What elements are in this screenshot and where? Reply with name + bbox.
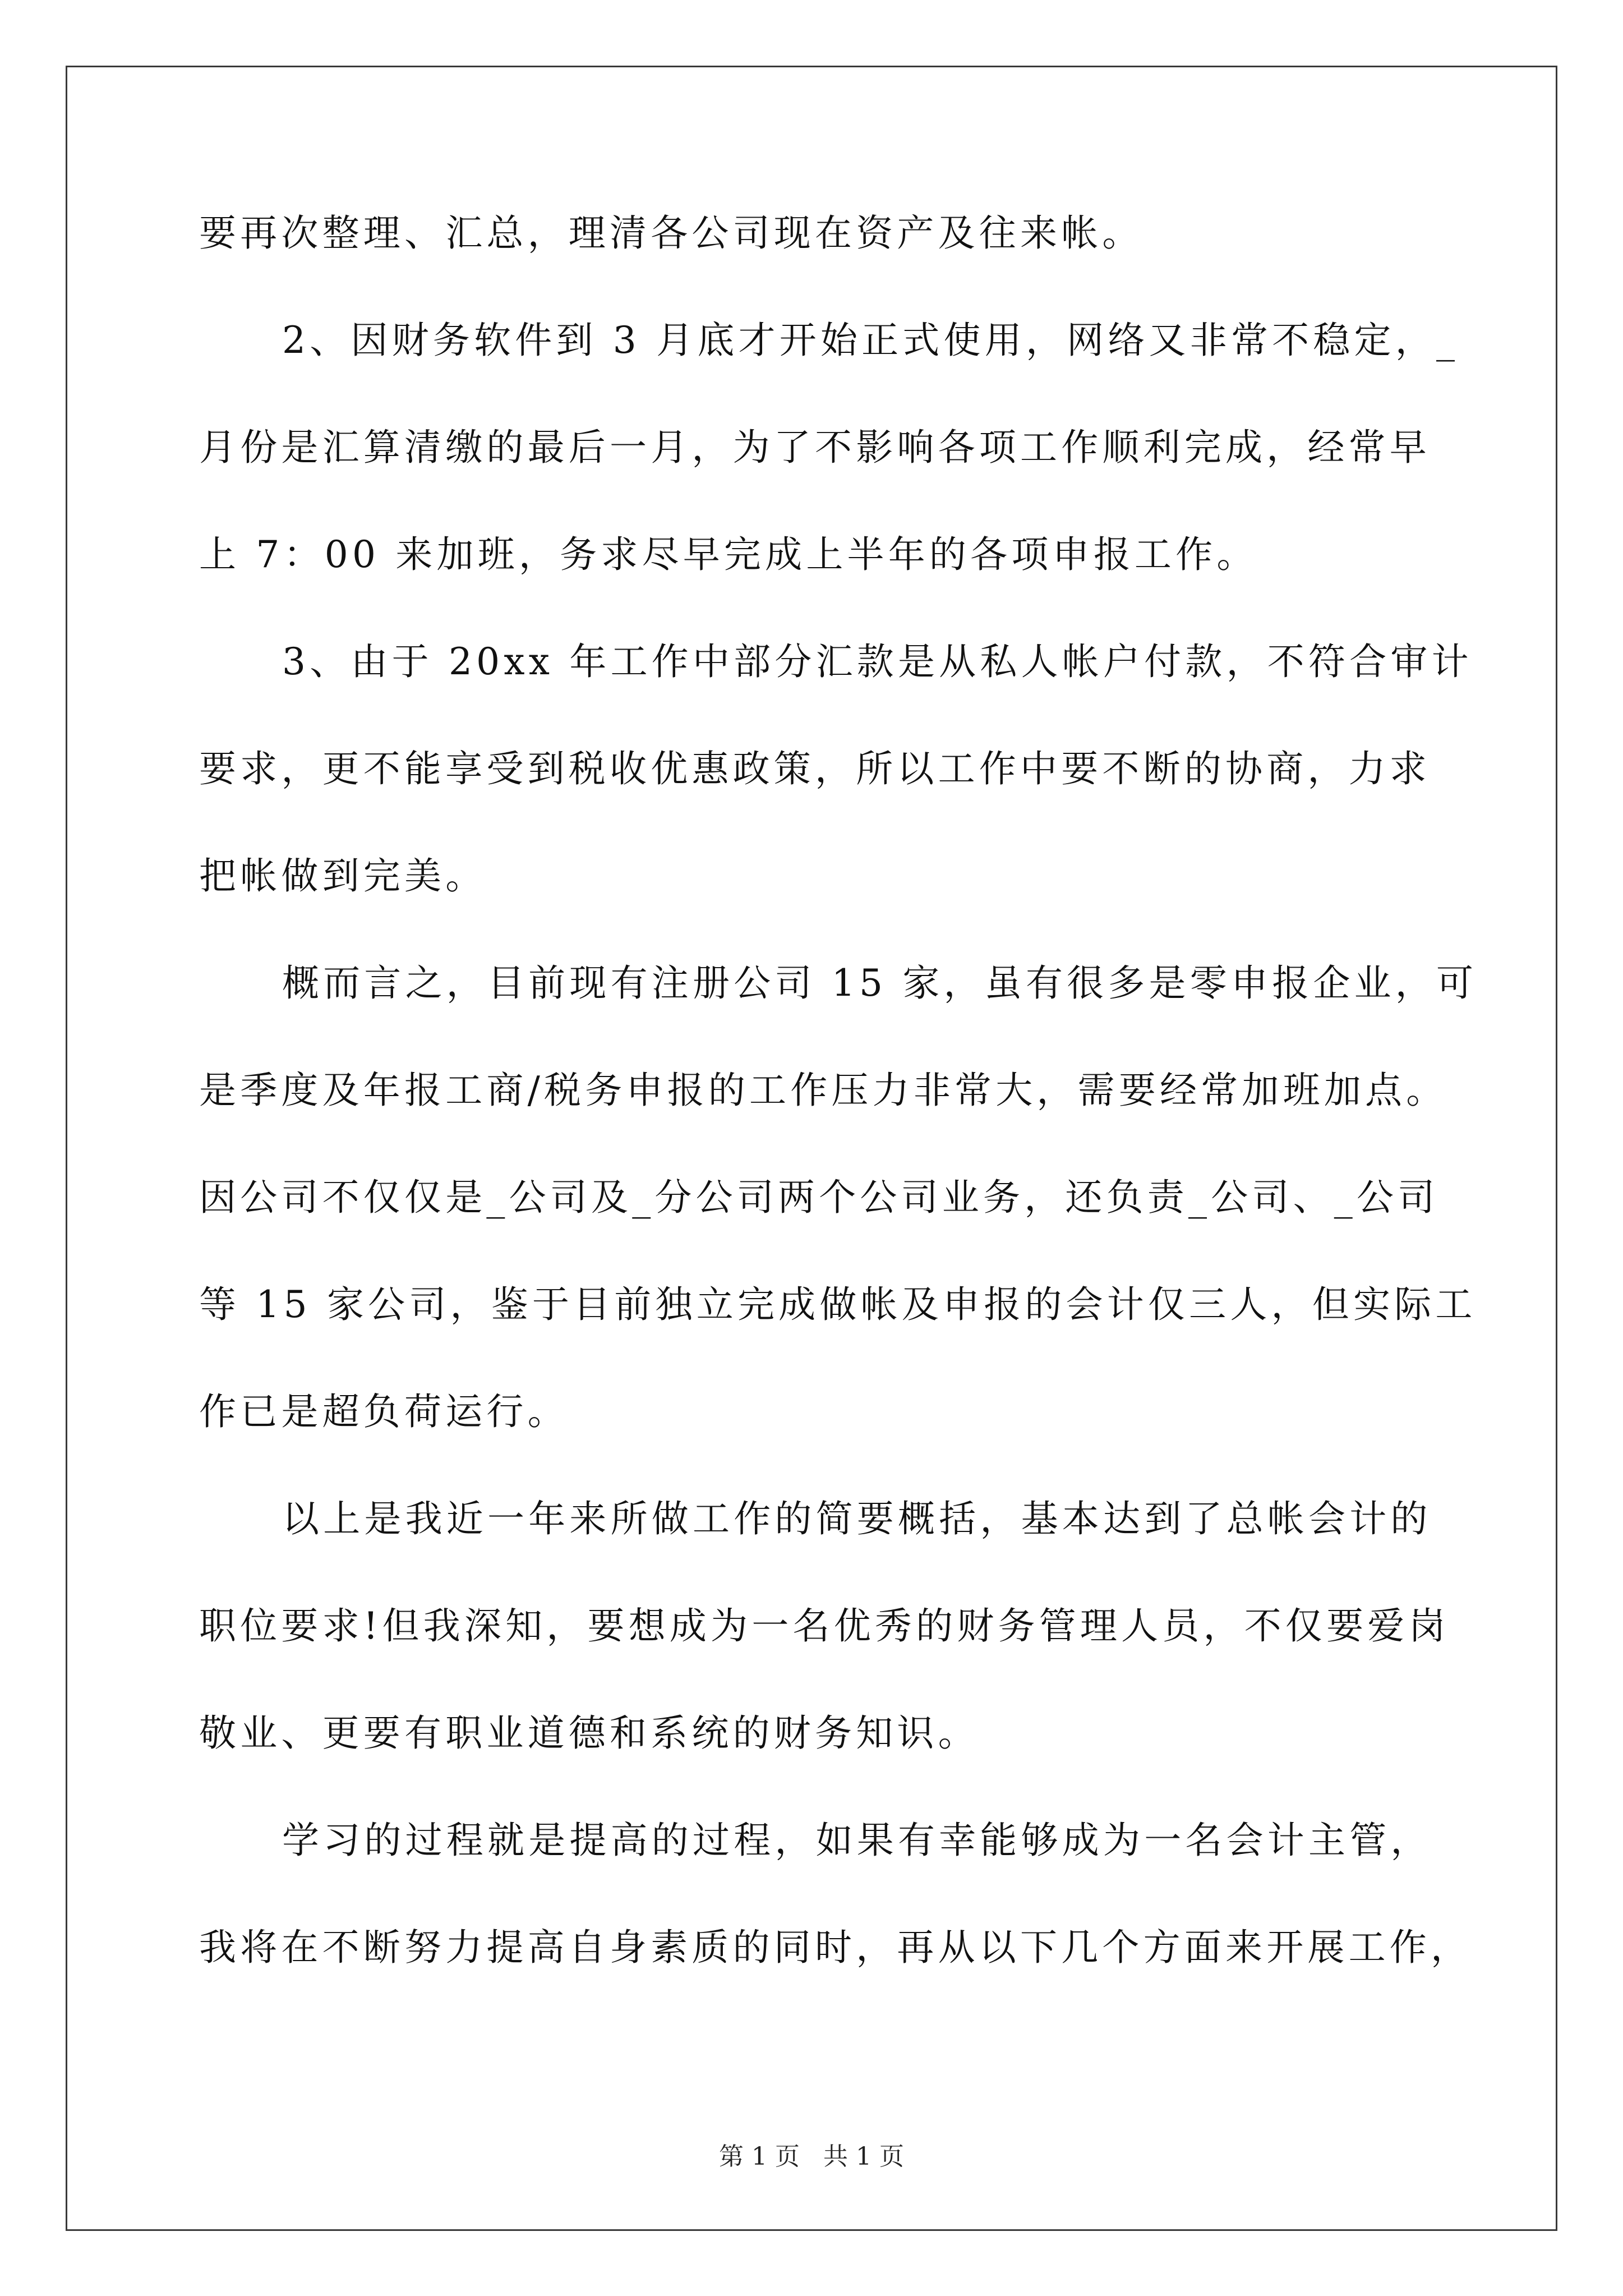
- text-line: 敬业、更要有职业道德和系统的财务知识。: [199, 1711, 979, 1755]
- text-line: 要求，更不能享受到税收优惠政策，所以工作中要不断的协商，力求: [199, 747, 1431, 790]
- text-line: 我将在不断努力提高自身素质的同时，再从以下几个方面来开展工作，: [199, 1926, 1472, 1969]
- page-number-footer: 第 1 页 共 1 页: [719, 2142, 904, 2171]
- text-line: 把帐做到完美。: [199, 854, 487, 898]
- page-border: [66, 66, 1557, 2231]
- text-line: 职位要求!但我深知，要想成为一名优秀的财务管理人员，不仅要爱岗: [199, 1604, 1450, 1648]
- text-line: 是季度及年报工商/税务申报的工作压力非常大，需要经常加班加点。: [199, 1069, 1447, 1112]
- text-line: 2、因财务软件到 3 月底才开始正式使用，网络又非常不稳定，_: [282, 319, 1459, 362]
- text-line: 学习的过程就是提高的过程，如果有幸能够成为一名会计主管，: [282, 1819, 1432, 1862]
- text-line: 因公司不仅仅是_公司及_分公司两个公司业务，还负责_公司、_公司: [199, 1176, 1439, 1219]
- text-line: 要再次整理、汇总，理清各公司现在资产及往来帐。: [199, 211, 1144, 255]
- text-line: 等 15 家公司，鉴于目前独立完成做帐及申报的会计仅三人，但实际工: [199, 1283, 1477, 1326]
- text-line: 以上是我近一年来所做工作的简要概括，基本达到了总帐会计的: [282, 1497, 1432, 1540]
- text-line: 概而言之，目前现有注册公司 15 家，虽有很多是零申报企业，可: [282, 961, 1478, 1005]
- text-line: 3、由于 20xx 年工作中部分汇款是从私人帐户付款，不符合审计: [282, 640, 1473, 683]
- text-line: 作已是超负荷运行。: [199, 1390, 569, 1433]
- text-line: 月份是汇算清缴的最后一月，为了不影响各项工作顺利完成，经常早: [199, 426, 1431, 469]
- text-line: 上 7：00 来加班，务求尽早完成上半年的各项申报工作。: [199, 533, 1258, 576]
